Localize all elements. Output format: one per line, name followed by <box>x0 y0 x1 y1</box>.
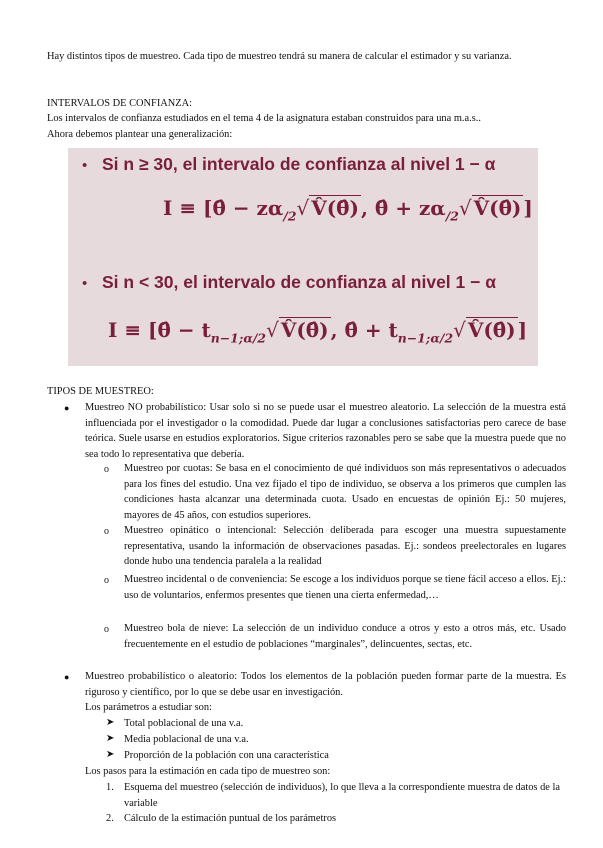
formula-subscript: /2 <box>445 208 459 224</box>
arrow-bullet-icon: ➤ <box>106 717 115 728</box>
arrow-bullet-icon: ➤ <box>106 749 115 760</box>
bullet-icon: ● <box>64 672 70 682</box>
step-item: Cálculo de la estimación puntual de los parámetros <box>124 813 337 824</box>
intervalos-text-1: Los intervalos de confianza estudiados en el tema 4 de la asignatura estaban construidos para una m.a.s.. <box>47 113 481 124</box>
formula-subscript: /2 <box>283 208 297 224</box>
formula-lhs: I ≡ [ <box>163 196 213 220</box>
step-number: 2. <box>106 813 114 824</box>
no-probabilistico-paragraph: Muestreo NO probabilístico: Usar solo si no se puede usar el muestreo aleatorio. La selección de la muestra está influenciada por el investigador o la comodidad. Puede dar lugar a conclusiones satisfactorias pero carece de base teórica. Suele usarse en estudios exploratorios. Sigue criterios razonables pero se sabe que la muestra puede que no sea todo lo representativa que debería. <box>85 402 566 460</box>
formula-large-n: I ≡ [θ̂ − $z\alpha_{/2}√$ V̂(θ̂) , θ̂ + $z\alpha_{/2}√$ V̂(θ̂) ] <box>163 196 533 224</box>
formula-term: , θ̂ + t <box>330 318 398 342</box>
step-item: Esquema del muestreo (selección de individuos), lo que lleva a la correspondiente muestra de datos de la variable <box>124 782 560 809</box>
formula-term: , θ̂ + zα <box>361 196 446 220</box>
bullet-icon: ● <box>64 403 70 413</box>
circle-bullet-icon: o <box>104 575 109 586</box>
formula-variance: V̂(θ̂) <box>467 318 516 342</box>
formula-bracket: ] <box>523 196 533 220</box>
formula-subscript: n−1;α/2 <box>397 330 454 346</box>
sub-item-bola-de-nieve: Muestreo bola de nieve: La selección de un individuo conduce a otros y esto a otros más, etc. Usado frecuentemente en el estudio de poblaciones “marginales”, delincuentes, sectas, etc. <box>124 623 566 650</box>
formula-term: θ̂ − t <box>157 318 211 342</box>
circle-bullet-icon: o <box>104 464 109 475</box>
param-item: Total poblacional de una v.a. <box>124 718 244 729</box>
formula-variance: V̂(θ̂) <box>311 196 359 220</box>
confidence-interval-formula-box <box>68 148 538 366</box>
sub-item-cuotas: Muestreo por cuotas: Se basa en el conocimiento de qué individuos son más representativos o adecuados para los fines del estudio. Una vez fijado el tipo de individuo, se observa a los primeros que cumplen las condiciones hasta alcanzar una determinada cuota. Usado en encuestas de opinión Ej.: 50 mujeres, mayores de 45 años, con estudios superiores. <box>124 463 566 521</box>
circle-bullet-icon: o <box>104 526 109 537</box>
formula-case-large-n: Si n ≥ 30, el intervalo de confianza al nivel 1 − α <box>102 154 496 174</box>
formula-subscript: n−1;α/2 <box>210 330 267 346</box>
formula-variance: V̂(θ̂) <box>473 196 522 220</box>
sub-item-incidental: Muestreo incidental o de conveniencia: Se escoge a los individuos porque se tiene fácil acceso a ellos. Ej.: uso de voluntarios, enfermos presentes que tienen una cierta enfermedad,… <box>124 574 566 601</box>
probabilistico-paragraph: Muestreo probabilístico o aleatorio: Todos los elementos de la población pueden formar parte de la muestra. Es riguroso y científico, por lo que se debe usar en investigación. <box>85 671 566 698</box>
formula-lhs: I ≡ [ <box>108 318 158 342</box>
formula-bracket: ] <box>517 318 528 342</box>
formula-small-n: I ≡ [θ̂ − $t_{n-1;\alpha/2}√$ V̂(θ̂) , θ̂ + $t_{n-1;\alpha/2}√$ V̂(θ̂) ] <box>108 318 528 346</box>
steps-heading: Los pasos para la estimación en cada tipo de muestreo son: <box>85 766 331 777</box>
formula-term: θ̂ − zα <box>212 196 284 220</box>
intervalos-heading: INTERVALOS DE CONFIANZA: <box>47 98 193 109</box>
bullet-icon: • <box>82 276 88 292</box>
formula-variance: V̂(θ̂) <box>280 318 329 342</box>
bullet-icon: • <box>82 158 88 174</box>
params-heading: Los parámetros a estudiar son: <box>85 702 212 713</box>
param-item: Media poblacional de una v.a. <box>124 734 249 745</box>
intro-paragraph: Hay distintos tipos de muestreo. Cada tipo de muestreo tendrá su manera de calcular el estimador y su varianza. <box>47 51 512 62</box>
intervalos-text-2: Ahora debemos plantear una generalización: <box>47 129 233 140</box>
step-number: 1. <box>106 782 114 793</box>
arrow-bullet-icon: ➤ <box>106 733 115 744</box>
sub-item-opinatico: Muestreo opinático o intencional: Selección deliberada para escoger una muestra supuestamente representativa, usando la información de observaciones pasadas. Ej.: sondeos preelectorales en lugares donde hubo una tendencia paralela a la realidad <box>124 525 566 567</box>
formula-case-small-n: Si n < 30, el intervalo de confianza al nivel 1 − α <box>102 272 496 292</box>
circle-bullet-icon: o <box>104 624 109 635</box>
param-item: Proporción de la población con una característica <box>124 750 329 761</box>
tipos-heading: TIPOS DE MUESTREO: <box>47 386 154 397</box>
